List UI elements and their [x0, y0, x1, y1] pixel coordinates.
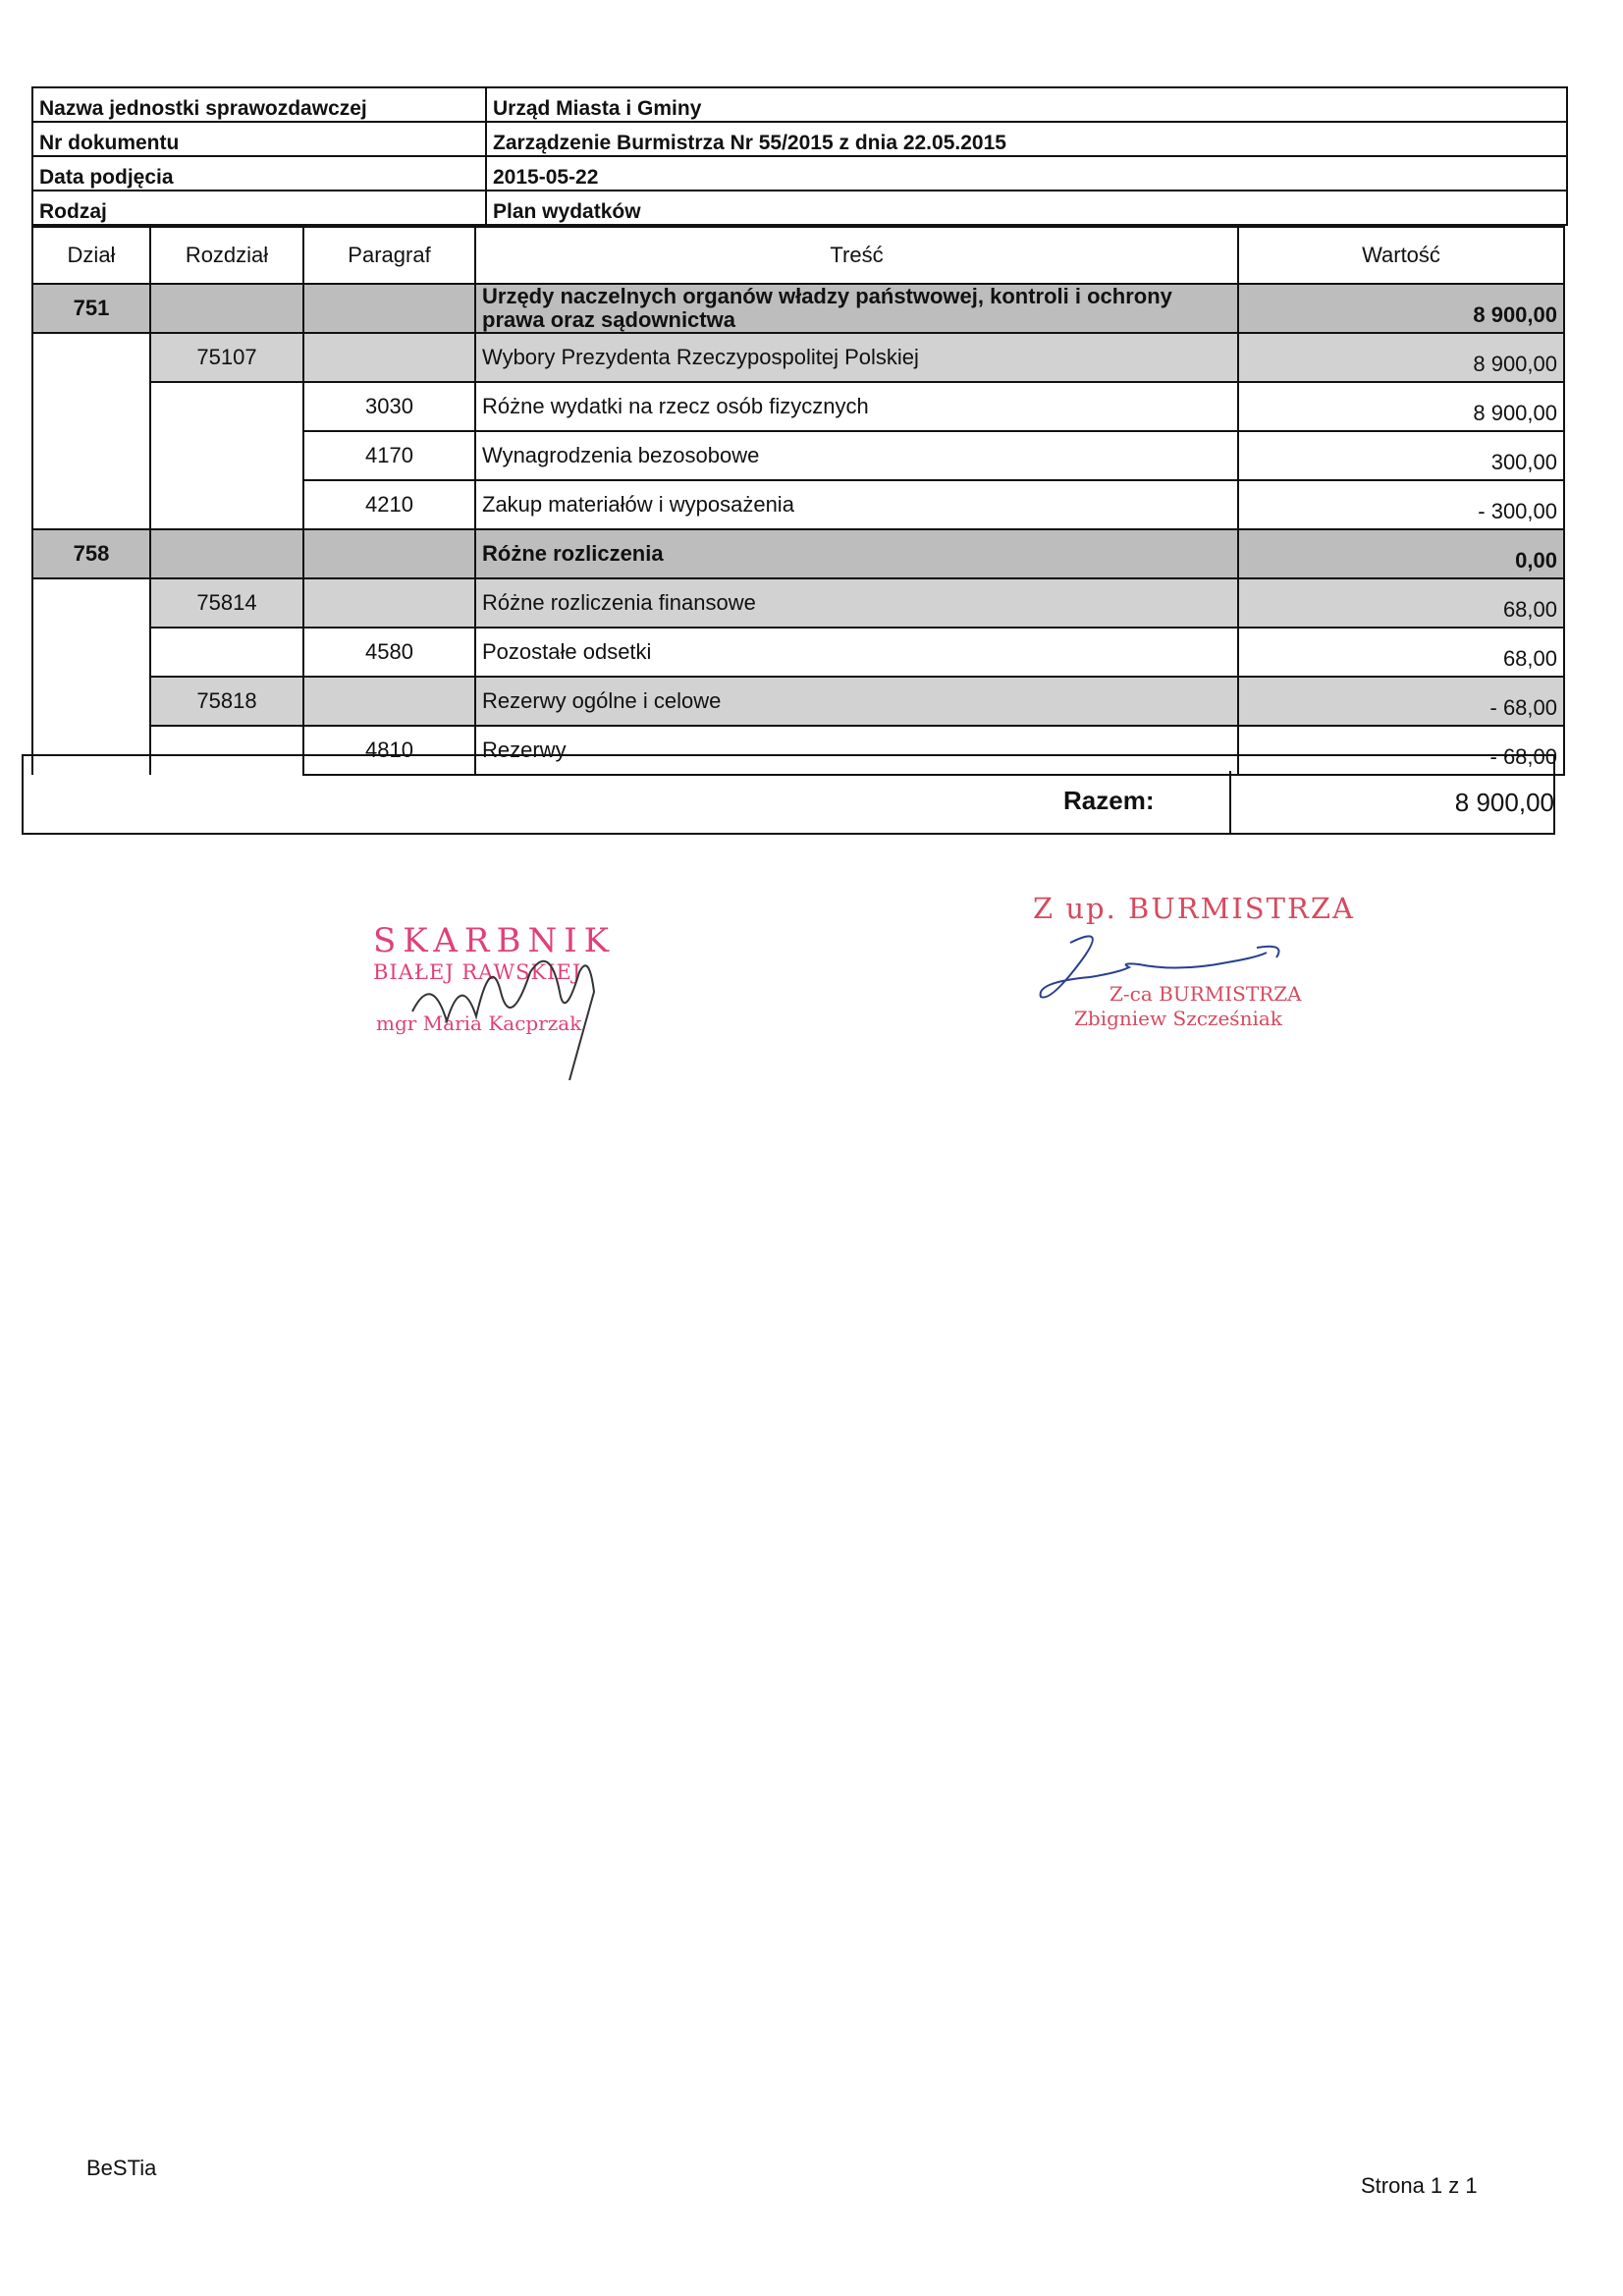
cell-dzial: [32, 578, 150, 628]
skarbnik-stamp-title: SKARBNIK: [373, 921, 617, 960]
skarbnik-stamp-office: BIAŁEJ RAWSKIEJ: [373, 960, 582, 984]
cell-tresc: Rezerwy: [475, 726, 1238, 775]
cell-tresc: Różne wydatki na rzecz osób fizycznych: [475, 382, 1238, 431]
cell-tresc: Rezerwy ogólne i celowe: [475, 677, 1238, 726]
cell-rozdzial: [150, 480, 303, 529]
cell-tresc: Pozostałe odsetki: [475, 628, 1238, 677]
table-row: [32, 480, 1564, 529]
cell-wartosc: 0,00: [1238, 529, 1564, 578]
table-row: [32, 284, 1564, 333]
cell-tresc: Różne rozliczenia: [475, 529, 1238, 578]
cell-tresc: Zakup materiałów i wyposażenia: [475, 480, 1238, 529]
cell-paragraf: 4580: [303, 628, 475, 677]
info-row: [32, 87, 1567, 122]
cell-tresc: Różne rozliczenia finansowe: [475, 578, 1238, 628]
info-value: Plan wydatków: [486, 191, 1567, 225]
burmistrz-signature: [1031, 923, 1325, 1011]
info-label: Nazwa jednostki sprawozdawczej: [32, 87, 486, 122]
expenditure-table: [31, 226, 1565, 776]
cell-wartosc: 8 900,00: [1238, 382, 1564, 431]
cell-paragraf: [303, 677, 475, 726]
cell-rozdzial: [150, 382, 303, 431]
cell-paragraf: [303, 578, 475, 628]
cell-dzial: [32, 677, 150, 726]
burmistrz-stamp-office: Z-ca BURMISTRZA: [1109, 982, 1302, 1006]
skarbnik-stamp-name: mgr Maria Kacprzak: [376, 1011, 582, 1035]
cell-rozdzial: [150, 284, 303, 333]
burmistrz-stamp-title: Z up. BURMISTRZA: [1033, 892, 1355, 925]
document-info-table: [31, 86, 1568, 226]
cell-rozdzial: [150, 628, 303, 677]
cell-dzial: [32, 480, 150, 529]
table-row: [32, 382, 1564, 431]
cell-dzial: 758: [32, 529, 150, 578]
column-header-wartosc: Wartość: [1238, 227, 1564, 284]
cell-tresc: Wybory Prezydenta Rzeczypospolitej Polskiej: [475, 333, 1238, 382]
cell-paragraf: [303, 284, 475, 333]
cell-rozdzial: 75818: [150, 677, 303, 726]
skarbnik-signature: [393, 933, 648, 1080]
info-label: Nr dokumentu: [32, 122, 486, 156]
column-header-tresc: Treść: [475, 227, 1238, 284]
table-row: [32, 628, 1564, 677]
table-row: [32, 333, 1564, 382]
table-row: [32, 677, 1564, 726]
cell-paragraf: 3030: [303, 382, 475, 431]
cell-wartosc: - 68,00: [1238, 677, 1564, 726]
cell-dzial: [32, 628, 150, 677]
cell-dzial: [32, 431, 150, 480]
info-row: [32, 122, 1567, 156]
column-header-rozdzial: Rozdział: [150, 227, 303, 284]
column-header-dzial: Dział: [32, 227, 150, 284]
table-row: [32, 431, 1564, 480]
cell-rozdzial: [150, 529, 303, 578]
info-row: [32, 156, 1567, 191]
footer-software-name: BeSTia: [86, 2156, 157, 2180]
cell-paragraf: 4170: [303, 431, 475, 480]
cell-paragraf: 4810: [303, 726, 475, 775]
info-value: Urząd Miasta i Gminy: [486, 87, 1567, 122]
info-value: 2015-05-22: [486, 156, 1567, 191]
total-value: 8 900,00: [1454, 788, 1554, 817]
cell-paragraf: [303, 333, 475, 382]
cell-wartosc: 68,00: [1238, 628, 1564, 677]
cell-tresc: Urzędy naczelnych organów władzy państwowej, kontroli i ochrony prawa oraz sądownictwa: [475, 284, 1238, 333]
info-label: Data podjęcia: [32, 156, 486, 191]
total-label: Razem:: [1063, 786, 1155, 815]
cell-rozdzial: 75814: [150, 578, 303, 628]
cell-wartosc: - 68,00: [1238, 726, 1564, 775]
cell-rozdzial: 75107: [150, 333, 303, 382]
table-row: [32, 529, 1564, 578]
table-header-row: [32, 227, 1564, 284]
info-value: Zarządzenie Burmistrza Nr 55/2015 z dnia 22.05.2015: [486, 122, 1567, 156]
cell-paragraf: [303, 529, 475, 578]
cell-wartosc: 300,00: [1238, 431, 1564, 480]
footer-page-number: Strona 1 z 1: [1361, 2173, 1478, 2198]
info-label: Rodzaj: [32, 191, 486, 225]
cell-wartosc: 8 900,00: [1238, 333, 1564, 382]
cell-wartosc: - 300,00: [1238, 480, 1564, 529]
cell-dzial: 751: [32, 284, 150, 333]
cell-dzial: [32, 333, 150, 382]
column-header-paragraf: Paragraf: [303, 227, 475, 284]
cell-paragraf: 4210: [303, 480, 475, 529]
cell-tresc: Wynagrodzenia bezosobowe: [475, 431, 1238, 480]
cell-dzial: [32, 382, 150, 431]
cell-rozdzial: [150, 431, 303, 480]
table-row: [32, 578, 1564, 628]
burmistrz-stamp-name: Zbigniew Szcześniak: [1074, 1007, 1282, 1030]
cell-wartosc: 68,00: [1238, 578, 1564, 628]
cell-wartosc: 8 900,00: [1238, 284, 1564, 333]
info-row: [32, 191, 1567, 225]
